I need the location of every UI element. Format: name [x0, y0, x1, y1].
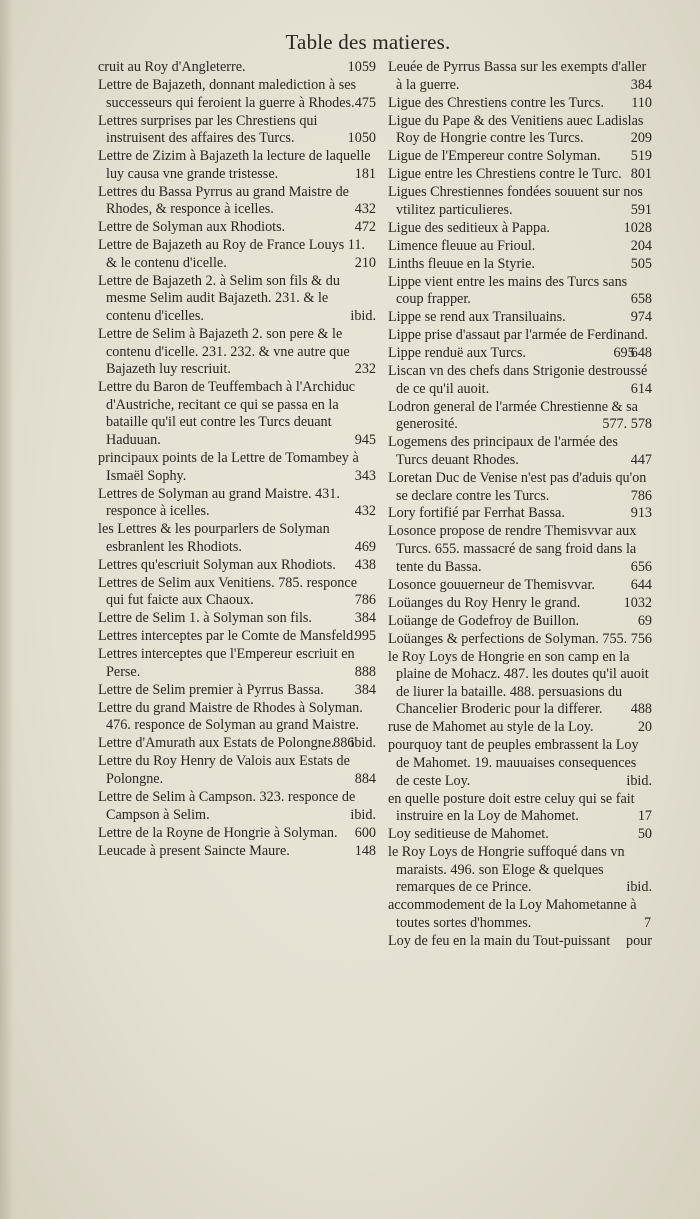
index-entry	[98, 843, 376, 861]
index-entry-page: 658	[630, 291, 652, 308]
index-entry-page: 69	[637, 612, 652, 629]
index-entry-page: 50	[637, 826, 652, 843]
index-entry-text: Lettre de Zizim à Bajazeth la lecture de laquelle luy causa vne grande tristesse.	[98, 148, 371, 182]
index-entry	[388, 844, 652, 897]
index-entry-text: Lettre de Bajazeth, donnant malediction à ses successeurs qui feroient la guerre à Rhodes.	[98, 76, 357, 111]
index-entry	[388, 719, 652, 737]
index-entry	[388, 399, 652, 434]
index-entry-page: 600	[354, 824, 376, 841]
index-entry-text: le Roy Loys de Hongrie en son camp en la plaine de Mohacz. 487. les doutes qu'il auoit de liurer la bataille. 488. persuasions du Chancelier Broderic pour la differer.	[388, 648, 649, 718]
index-entry-text: Liscan vn des chefs dans Strigonie destroussé de ce qu'il auoit.	[388, 363, 648, 397]
index-entry-text: Linths fleuue en la Styrie.	[388, 255, 535, 272]
index-entry-text: ruse de Mahomet au style de la Loy.	[388, 719, 594, 736]
index-entry	[388, 220, 652, 238]
index-entry-text: les Lettres & les pourparlers de Solyman esbranlent les Rhodiots.	[98, 521, 330, 555]
index-entry-page: 1028	[623, 219, 652, 236]
index-entry	[388, 933, 652, 951]
index-entry-page: ibid.	[626, 879, 652, 896]
index-entry-page: 384	[630, 76, 652, 93]
index-entry-text: Logemens des principaux de l'armée des Turcs deuant Rhodes.	[388, 434, 618, 468]
index-entry-text: Loy de feu en la main du Tout-puissant	[388, 932, 611, 949]
index-entry-text: Lettre de Selim à Campson. 323. responce de Campson à Selim.	[98, 788, 356, 823]
index-entry-page: 945	[354, 431, 376, 448]
index-entry	[388, 595, 652, 613]
index-column-left	[98, 59, 376, 860]
index-entry-text: Lettres qu'escriuit Solyman aux Rhodiots.	[98, 556, 336, 573]
index-entry-page: 1032	[623, 594, 652, 611]
index-entry-page: 432	[354, 201, 376, 218]
index-column-right	[388, 59, 652, 951]
index-entry-page: 110	[631, 94, 652, 111]
index-entry-text: Lettre de Bajazeth au Roy de France Louys 11. & le contenu d'icelle.	[98, 237, 365, 271]
index-entry-page: 974	[630, 309, 652, 326]
index-entry-page: pour	[625, 932, 652, 949]
index-entry-page: ibid.	[350, 308, 376, 325]
index-entry	[98, 219, 376, 237]
index-entry-page: 469	[354, 538, 376, 555]
index-entry-text: Limence fleuue au Frioul.	[388, 237, 536, 254]
index-entry	[98, 646, 376, 681]
index-entry-text: Lettre de Selim 1. à Solyman son fils.	[98, 610, 312, 627]
index-entry	[388, 309, 652, 327]
index-entry	[388, 577, 652, 595]
index-entry	[388, 148, 652, 166]
index-entry	[388, 113, 652, 148]
index-entry-text: Lory fortifié par Ferrhat Bassa.	[388, 505, 565, 522]
index-entry-text: accommodement de la Loy Mahometanne à toutes sortes d'hommes.	[388, 897, 637, 931]
index-entry	[98, 789, 376, 824]
index-entry-text: pourquoy tant de peuples embrassent la Loy de Mahomet. 19. mauuaises consequences de ceste Loy.	[388, 737, 639, 789]
index-entry-page: 17	[637, 808, 652, 825]
index-entry-text: Loy seditieuse de Mahomet.	[388, 826, 549, 843]
index-entry-text: Losonce gouuerneur de Themisvvar.	[388, 576, 595, 593]
index-entry	[388, 434, 652, 469]
index-entry	[98, 682, 376, 700]
index-entry	[98, 326, 376, 379]
index-entry	[98, 557, 376, 575]
index-entry-page: 209	[630, 130, 652, 147]
index-entry-page: 786	[630, 487, 652, 504]
page-title: Table des matieres.	[285, 30, 451, 54]
index-entry-text: cruit au Roy d'Angleterre.	[98, 59, 246, 75]
index-entry-page: 519	[630, 148, 652, 165]
index-entry-text: Lettre du Baron de Teuffembach à l'Archiduc d'Austriche, recitant ce qui se passa en la bataille qu'il eut contre les Turcs deuant Haduuan.	[98, 379, 356, 448]
index-entry-text: Lettres interceptes que l'Empereur escriuit en Perse.	[98, 646, 355, 680]
index-entry-page: 648	[630, 344, 652, 361]
index-entry-page: 786	[354, 592, 376, 609]
index-entry-page: 614	[630, 380, 652, 397]
index-entry	[98, 379, 376, 449]
index-entry	[388, 649, 652, 719]
index-entry	[98, 628, 376, 646]
index-entry-page: 232	[354, 361, 376, 378]
index-entry	[388, 345, 652, 363]
index-entry	[98, 610, 376, 628]
index-entry	[388, 256, 652, 274]
index-entry	[98, 77, 376, 112]
index-entry-text: Ligue des seditieux à Pappa.	[388, 219, 550, 236]
index-entry	[388, 791, 652, 826]
index-entry-text: Loüanges du Roy Henry le grand.	[388, 594, 581, 611]
index-entry-page: ibid.	[626, 772, 652, 789]
index-entry-text: Lippe vient entre les mains des Turcs sans coup frapper.	[388, 273, 628, 308]
index-entry-text: Lettre de Bajazeth 2. à Selim son fils & du mesme Selim audit Bajazeth. 231. & le contenu d'icelles.	[98, 272, 340, 325]
index-entry-text: Lettre de Selim à Bajazeth 2. son pere & le contenu d'icelle. 231. 232. & vne autre que Bajazeth luy rescriuit.	[98, 326, 350, 378]
index-entry-page: 656	[630, 558, 652, 575]
index-entry-page: 181	[354, 165, 376, 182]
index-entry-page: 801	[630, 166, 652, 183]
index-entry-text: Lettre de Solyman aux Rhodiots.	[98, 219, 286, 236]
index-entry	[98, 237, 376, 272]
page-binding-shadow	[0, 0, 14, 1219]
index-entry-page: ibid.	[350, 806, 376, 823]
index-entry	[388, 59, 652, 94]
index-entry-text: Lodron general de l'armée Chrestienne & sa generosité.	[388, 398, 638, 433]
index-entry-text: Ligue de l'Empereur contre Solyman.	[388, 148, 601, 165]
index-entry-page: 577. 578	[602, 416, 652, 433]
index-entry-page: 204	[630, 237, 652, 254]
index-entry-page: 755. 756	[602, 630, 652, 647]
index-entry-page: 913	[630, 505, 652, 522]
index-entry-page: 1059	[347, 59, 376, 75]
index-entry-page: 591	[630, 201, 652, 218]
index-entry	[388, 274, 652, 309]
index-entry-page: 886	[333, 735, 355, 752]
index-entry-page: 505	[630, 255, 652, 272]
index-entry-page: 432	[354, 503, 376, 520]
index-entry-text: le Roy Loys de Hongrie suffoqué dans vn maraists. 496. son Eloge & quelques remarques de ce Prince.	[388, 844, 625, 896]
index-entry-page: 995	[354, 628, 376, 645]
index-entry	[98, 521, 376, 556]
index-entry	[388, 95, 652, 113]
index-entry-text: Lettre de Selim premier à Pyrrus Bassa.	[98, 681, 324, 698]
index-entry	[388, 363, 652, 398]
index-entry	[388, 470, 652, 505]
index-entry-text: en quelle posture doit estre celuy qui se fait instruire en la Loy de Mahomet.	[388, 790, 635, 825]
index-entry-text: Ligues Chrestiennes fondées souuent sur nos vtilitez particulieres.	[388, 184, 643, 218]
index-entry-page: 884	[354, 770, 376, 787]
index-entry	[98, 825, 376, 843]
index-entry	[388, 523, 652, 576]
index-entry	[98, 575, 376, 610]
index-entry-text: principaux points de la Lettre de Tomambey à Ismaël Sophy.	[98, 449, 359, 484]
index-entry-text: Lettre du Roy Henry de Valois aux Estats de Polongne.	[98, 753, 350, 787]
index-entry-text: Lettre de la Royne de Hongrie à Solyman.	[98, 824, 338, 841]
index-entry-text: Lettres interceptes par le Comte de Mansfeld.	[98, 628, 357, 645]
index-entry	[388, 505, 652, 523]
index-entry-page: 1050	[347, 130, 376, 147]
index-entry-page: 475	[354, 94, 376, 111]
index-entry-text: Lettre du grand Maistre de Rhodes à Solyman. 476. responce de Solyman au grand Maistre.	[98, 699, 363, 734]
index-entry	[388, 184, 652, 219]
index-entry-page: 148	[354, 842, 376, 859]
index-entry-page: 20	[637, 719, 652, 736]
index-entry-text: Lippe prise d'assaut par l'armée de Ferdinand.	[388, 327, 649, 344]
index-entry	[388, 613, 652, 631]
index-entry-page: 447	[630, 451, 652, 468]
index-entry-text: Loüange de Godefroy de Buillon.	[388, 612, 580, 629]
index-entry-page: 695	[613, 345, 635, 362]
index-entry-text: Lettres de Selim aux Venitiens. 785. responce qui fut faicte aux Chaoux.	[98, 574, 357, 609]
index-entry	[388, 631, 652, 649]
index-entry	[98, 184, 376, 219]
index-entry-text: Loretan Duc de Venise n'est pas d'aduis qu'on se declare contre les Turcs.	[388, 469, 647, 504]
index-entry	[98, 273, 376, 326]
index-entry-page: 384	[354, 610, 376, 627]
index-entry-text: Lettres surprises par les Chrestiens qui instruisent des affaires des Turcs.	[98, 112, 318, 147]
index-entry	[98, 753, 376, 788]
index-entry-page: 644	[630, 576, 652, 593]
index-entry: accommodement de la Loy Mahometanne à toutes sortes d'hommes. 7	[388, 897, 652, 931]
index-entry-text: Lettre d'Amurath aux Estats de Polongne.	[98, 735, 335, 752]
index-entry-page: 210	[354, 254, 376, 271]
index-entry-page: ibid.	[350, 734, 376, 751]
index-entry-text: Loüanges & perfections de Solyman.	[388, 630, 599, 647]
index-entry	[388, 826, 652, 844]
index-entry	[388, 238, 652, 256]
index-entry-text: Lippe renduë aux Turcs.	[388, 345, 526, 362]
index-entry-text: Ligue entre les Chrestiens contre le Turc.	[388, 166, 622, 183]
index-entry-page: 488	[630, 701, 652, 718]
index-entry-text: Losonce propose de rendre Themisvvar aux Turcs. 655. massacré de sang froid dans la tente du Bassa.	[388, 523, 637, 575]
index-entry	[98, 486, 376, 521]
index-entry	[388, 166, 652, 184]
index-entry-text: Lettres du Bassa Pyrrus au grand Maistre de Rhodes, & responce à icelles.	[98, 183, 349, 218]
index-entry-text: Leucade à present Saincte Maure.	[98, 842, 290, 859]
index-entry	[98, 59, 376, 77]
index-entry-text: Lippe se rend aux Transiluains.	[388, 309, 566, 326]
index-entry-page: 472	[354, 219, 376, 236]
index-entry	[388, 737, 652, 790]
index-entry-page: 384	[354, 681, 376, 698]
index-entry	[98, 450, 376, 485]
index-entry	[98, 735, 376, 753]
index-entry-page: 343	[354, 467, 376, 484]
index-entry	[98, 113, 376, 148]
index-entry-page: 438	[354, 556, 376, 573]
index-entry-text: Leuée de Pyrrus Bassa sur les exempts d'aller à la guerre.	[388, 59, 647, 93]
index-entry-text: Ligue des Chrestiens contre les Turcs.	[388, 94, 604, 111]
index-entry-text: Ligue du Pape & des Venitiens auec Ladislas Roy de Hongrie contre les Turcs.	[388, 112, 644, 147]
index-entry	[98, 148, 376, 183]
index-entry-page: 888	[354, 663, 376, 680]
index-entry-text: Lettres de Solyman au grand Maistre. 431. responce à icelles.	[98, 485, 340, 520]
